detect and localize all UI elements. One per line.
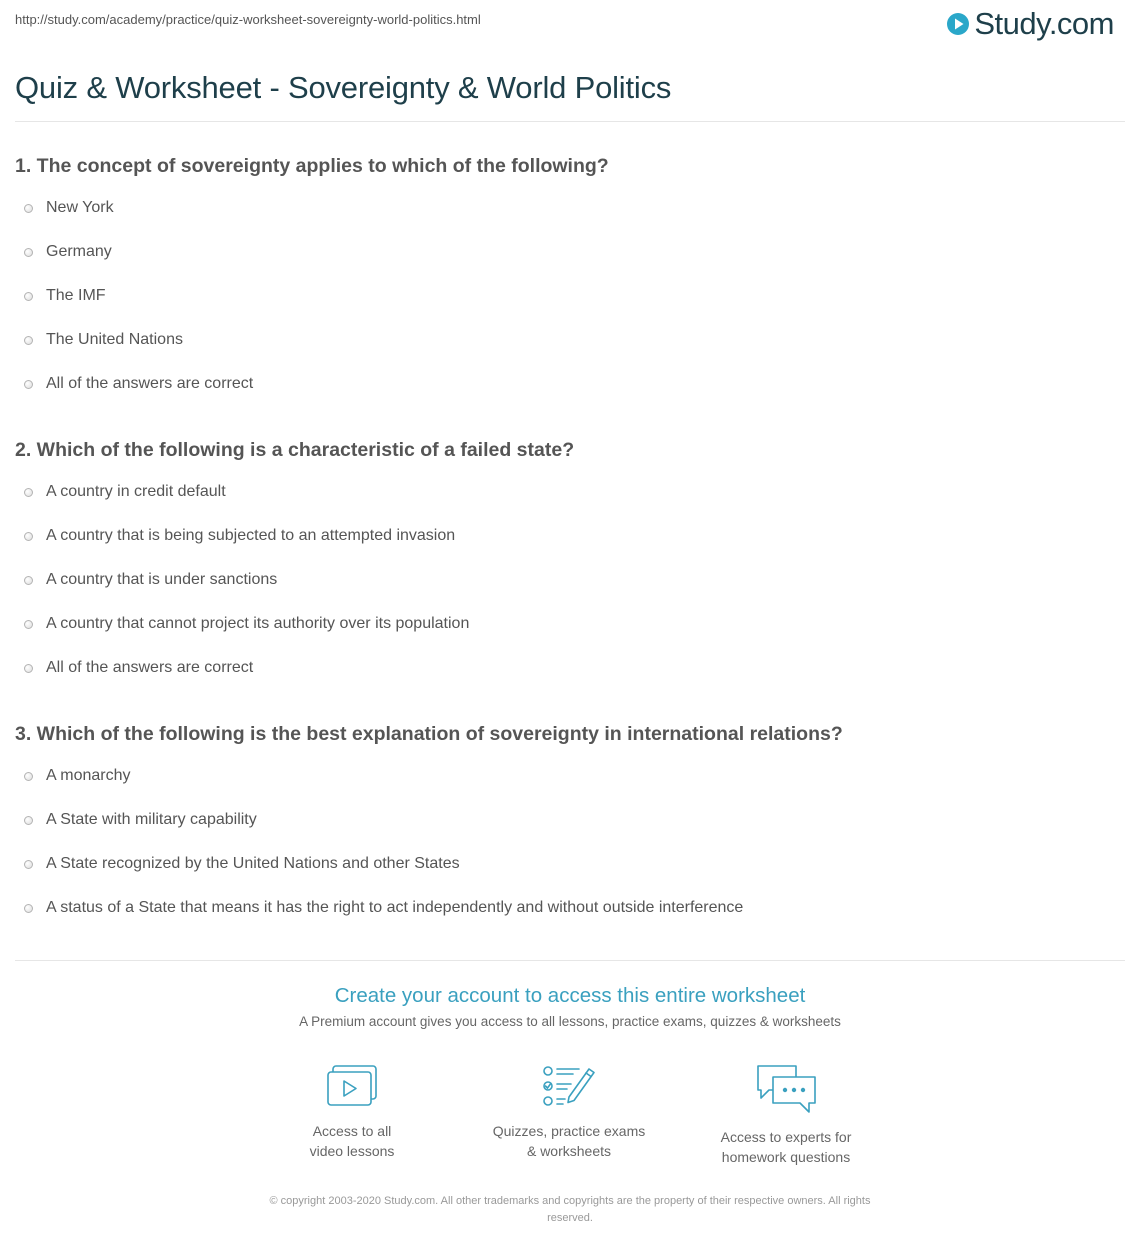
answer-option[interactable] (24, 287, 106, 305)
feature-line: Access to experts for (720, 1129, 852, 1145)
copyright-line: reserved. (547, 1212, 593, 1224)
question-2-title: 2. Which of the following is a characteristic of a failed state? (15, 439, 575, 461)
video-lesson-icon (324, 1063, 380, 1109)
radio-button[interactable] (24, 576, 33, 585)
answer-option[interactable] (24, 375, 253, 393)
create-account-link[interactable]: Create your account to access this entire worksheet (334, 984, 806, 1007)
cta-subtitle: A Premium account gives you access to all lessons, practice exams, quizzes & worksheets (299, 1014, 841, 1029)
answer-label: A country in credit default (46, 483, 226, 500)
feature-line: video lessons (309, 1143, 395, 1159)
answer-label: Germany (46, 243, 112, 260)
answer-label: The IMF (46, 287, 106, 304)
answer-option[interactable] (24, 899, 743, 917)
feature-quizzes (469, 1063, 669, 1161)
study-logo[interactable] (946, 8, 1114, 39)
divider (15, 960, 1125, 961)
radio-button[interactable] (24, 532, 33, 541)
feature-line: Quizzes, practice exams (492, 1123, 646, 1139)
answer-option[interactable] (24, 527, 455, 545)
answer-option[interactable] (24, 571, 277, 589)
answer-option[interactable] (24, 811, 257, 829)
page-title: Quiz & Worksheet - Sovereignty & World Politics (15, 70, 672, 105)
radio-button[interactable] (24, 772, 33, 781)
answer-label: A State with military capability (46, 811, 257, 828)
answer-option[interactable] (24, 483, 226, 501)
play-circle-icon (946, 12, 970, 36)
radio-button[interactable] (24, 664, 33, 673)
radio-button[interactable] (24, 380, 33, 389)
answer-label: New York (46, 199, 114, 216)
question-1-title: 1. The concept of sovereignty applies to which of the following? (15, 155, 609, 177)
answer-label: A status of a State that means it has the right to act independently and without outside interference (46, 899, 744, 916)
answer-label: A country that cannot project its authority over its population (46, 615, 470, 632)
question-3-title: 3. Which of the following is the best explanation of sovereignty in international relations? (15, 723, 843, 745)
answer-label: A monarchy (46, 767, 131, 784)
page-url: http://study.com/academy/practice/quiz-worksheet-sovereignty-world-politics.html (15, 12, 481, 27)
feature-line: Access to all (312, 1123, 392, 1139)
answer-option[interactable] (24, 767, 130, 785)
feature-experts (686, 1063, 886, 1167)
radio-button[interactable] (24, 488, 33, 497)
answer-option[interactable] (24, 615, 469, 633)
quiz-checklist-icon (539, 1063, 599, 1109)
answer-option[interactable] (24, 199, 114, 217)
radio-button[interactable] (24, 336, 33, 345)
answer-label: All of the answers are correct (46, 375, 254, 392)
radio-button[interactable] (24, 248, 33, 257)
chat-bubbles-icon (753, 1063, 819, 1115)
answer-option[interactable] (24, 243, 112, 261)
copyright-line: © copyright 2003-2020 Study.com. All other trademarks and copyrights are the property of their respective owners. All rights (269, 1195, 871, 1207)
answer-option[interactable] (24, 855, 460, 873)
radio-button[interactable] (24, 292, 33, 301)
answer-label: The United Nations (46, 331, 183, 348)
radio-button[interactable] (24, 816, 33, 825)
radio-button[interactable] (24, 860, 33, 869)
feature-video-lessons (252, 1063, 452, 1161)
divider (15, 121, 1125, 122)
answer-option[interactable] (24, 659, 253, 677)
radio-button[interactable] (24, 904, 33, 913)
answer-label: All of the answers are correct (46, 659, 254, 676)
answer-label: A country that is being subjected to an attempted invasion (46, 527, 456, 544)
copyright-notice (215, 1193, 925, 1227)
radio-button[interactable] (24, 620, 33, 629)
radio-button[interactable] (24, 204, 33, 213)
logo-text: Study.com (974, 6, 1114, 41)
feature-line: & worksheets (526, 1143, 612, 1159)
feature-line: homework questions (721, 1149, 851, 1165)
answer-option[interactable] (24, 331, 183, 349)
answer-label: A country that is under sanctions (46, 571, 278, 588)
answer-label: A State recognized by the United Nations and other States (46, 855, 460, 872)
